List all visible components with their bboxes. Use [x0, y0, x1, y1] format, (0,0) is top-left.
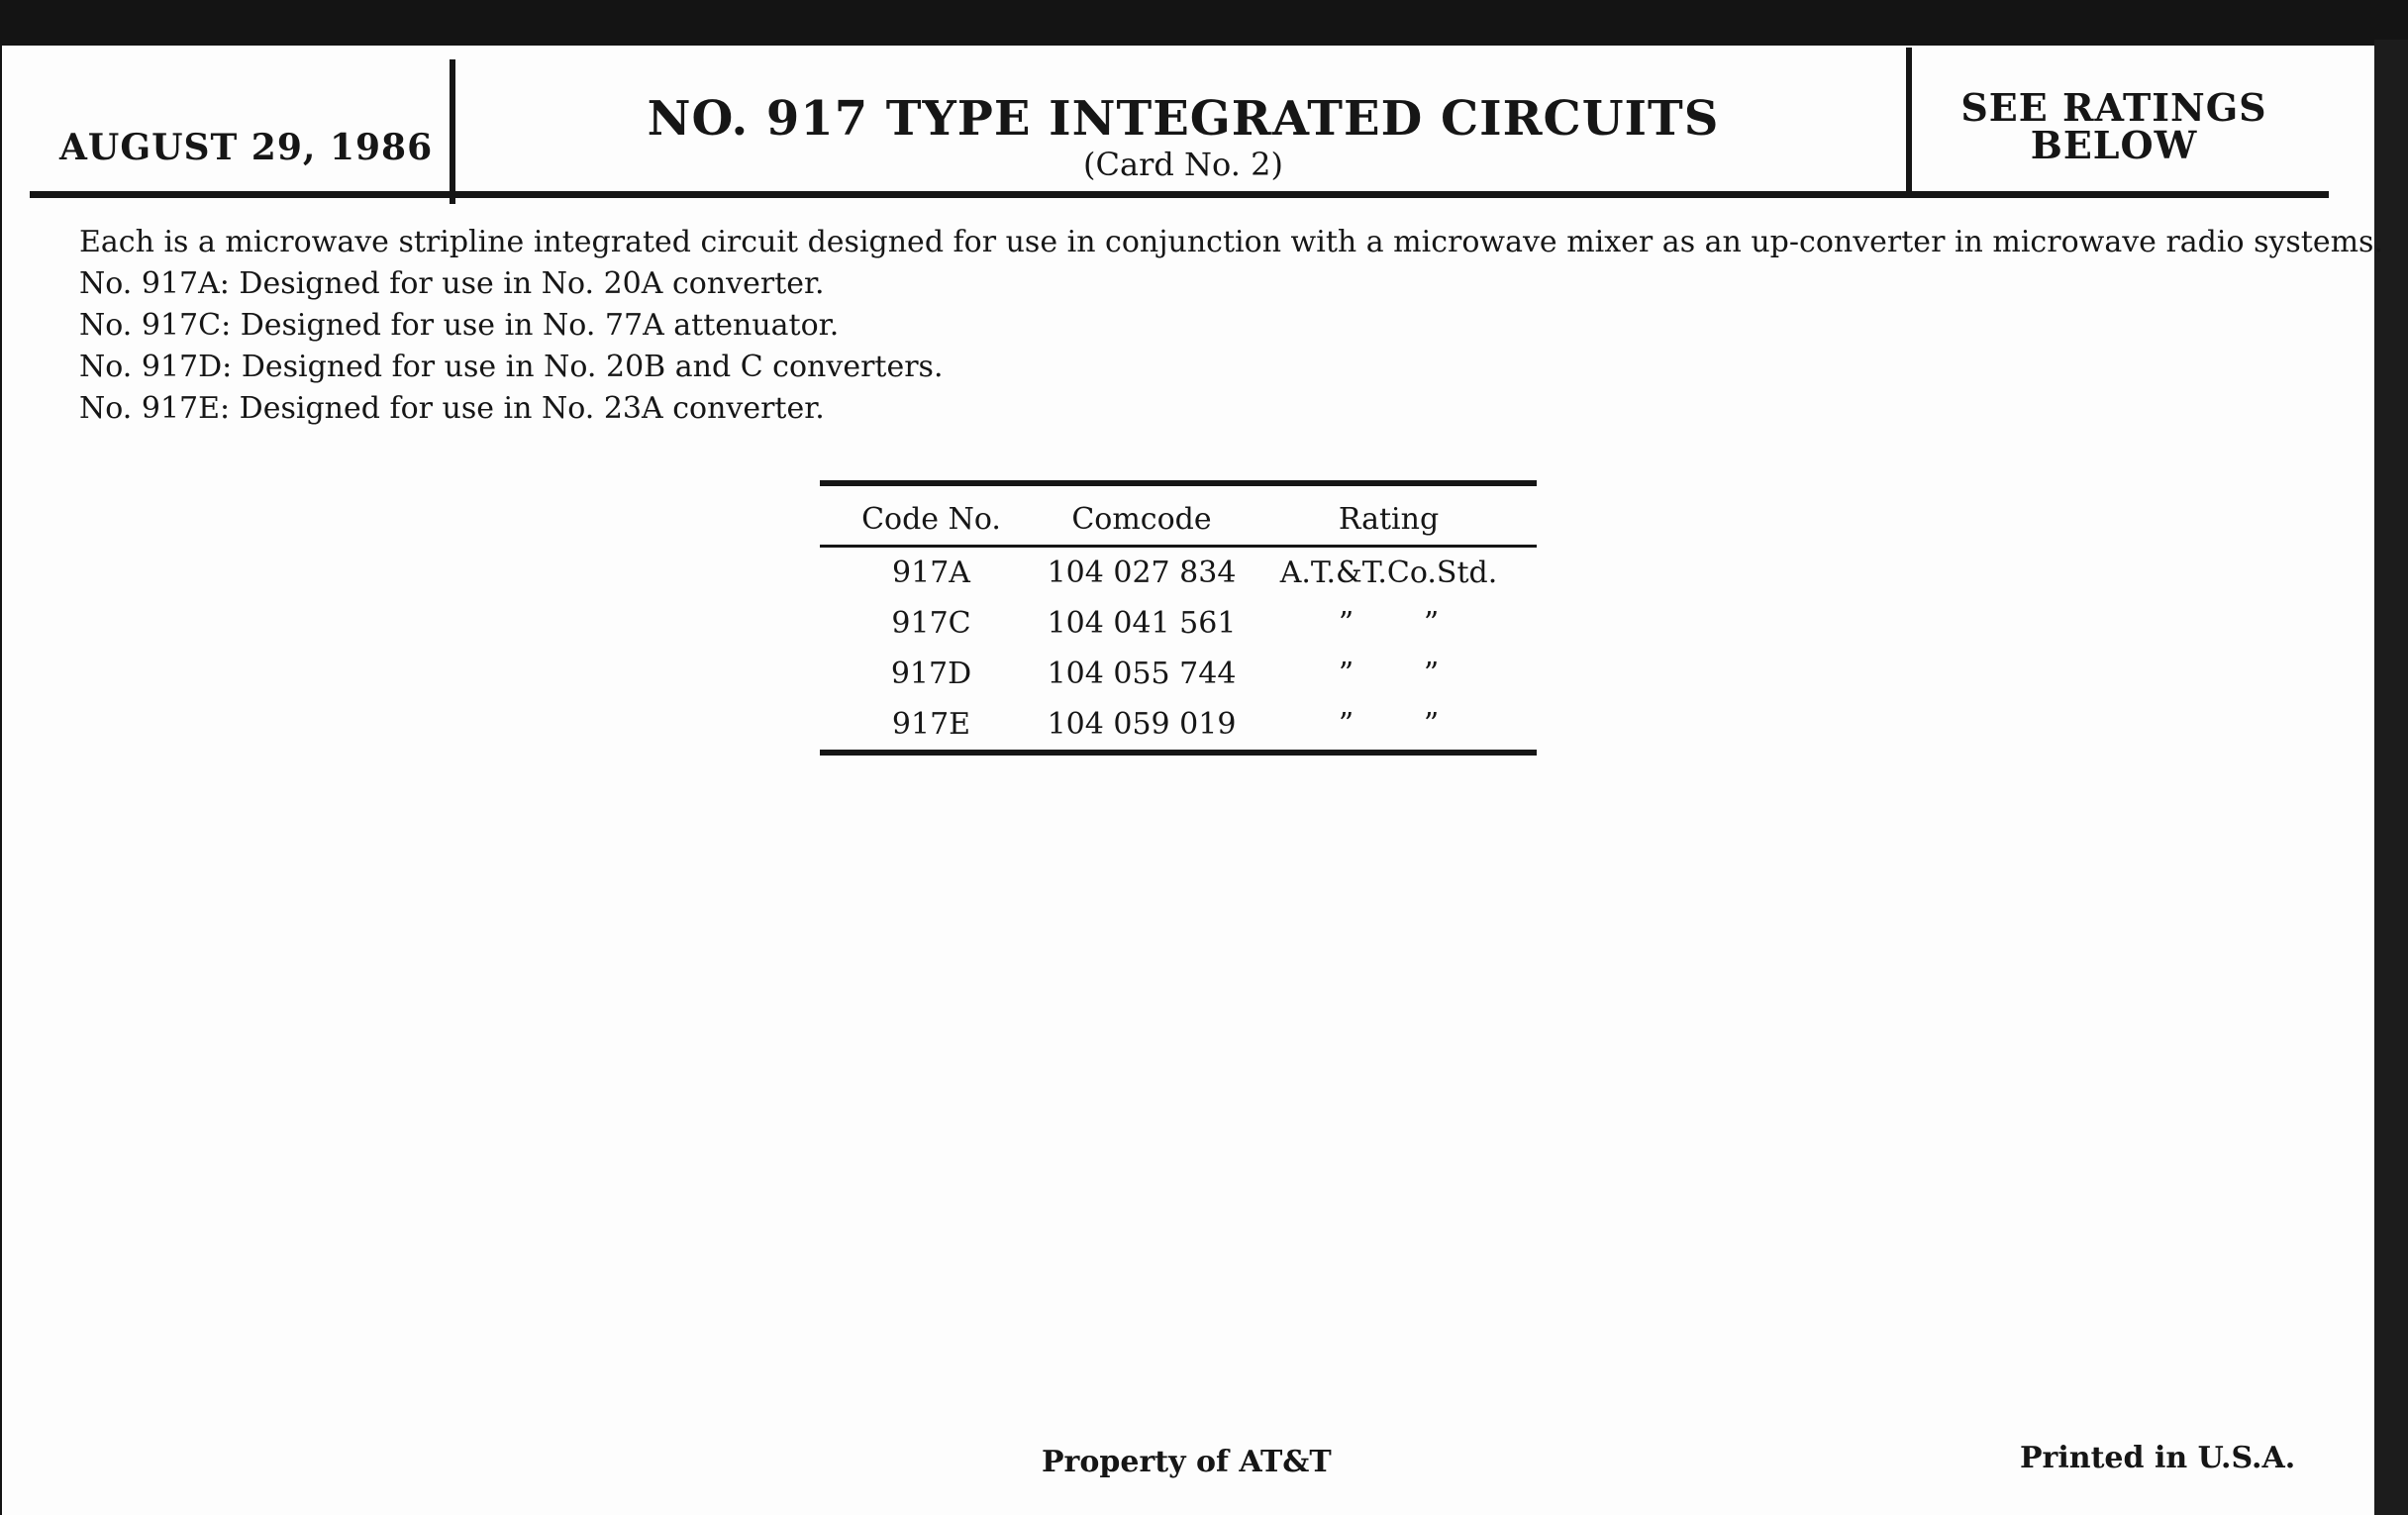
description-917e: No. 917E: Designed for use in No. 23A converter.	[79, 391, 825, 426]
header-rule	[30, 191, 2329, 198]
rating-cell	[1241, 649, 1537, 699]
comcode-cell: 104 027 834	[1047, 556, 1237, 590]
rating-cell	[1241, 598, 1537, 649]
table-header-row	[820, 483, 1537, 547]
table-row	[820, 649, 1537, 699]
printed-notice: Printed in U.S.A.	[2020, 1441, 2296, 1475]
ditto-mark: ”	[1338, 707, 1354, 742]
header-comcode: Comcode	[1043, 483, 1241, 547]
ditto-mark: ”	[1338, 656, 1354, 691]
ratings-notice	[1911, 85, 2317, 167]
description-917a: No. 917A: Designed for use in No. 20A converter.	[79, 266, 825, 301]
comcode-cell: 104 055 744	[1047, 656, 1237, 691]
ditto-mark: ”	[1338, 606, 1354, 641]
description-intro: Each is a microwave stripline integrated circuit designed for use in conjunction with a microwave mixer as an up-converter in microwave radio systems.	[79, 225, 2383, 259]
ratings-notice-line2: BELOW	[2030, 123, 2198, 167]
code-cell: 917D	[890, 656, 972, 691]
ditto-mark: ”	[1423, 656, 1440, 691]
table-row	[820, 547, 1537, 599]
code-cell: 917A	[892, 556, 970, 590]
code-table	[820, 480, 1537, 756]
ditto-mark: ”	[1423, 606, 1440, 641]
table-row	[820, 699, 1537, 753]
issue-date: AUGUST 29, 1986	[59, 127, 434, 168]
comcode-cell: 104 041 561	[1047, 606, 1237, 641]
code-cell: 917E	[891, 707, 971, 742]
comcode-cell: 104 059 019	[1047, 707, 1237, 742]
rating-cell	[1241, 699, 1537, 753]
ditto-mark: ”	[1423, 707, 1440, 742]
ratings-notice-line1: SEE RATINGS	[1960, 85, 2267, 130]
description-block	[79, 222, 2383, 430]
header-rating: Rating	[1241, 483, 1537, 547]
description-917c: No. 917C: Designed for use in No. 77A attenuator.	[79, 308, 840, 343]
table-row	[820, 598, 1537, 649]
rating-cell: A.T.&T.Co.Std.	[1279, 556, 1498, 590]
property-notice: Property of AT&T	[1042, 1445, 1332, 1479]
page-title: NO. 917 TYPE INTEGRATED CIRCUITS	[647, 91, 1720, 147]
card-number: (Card No. 2)	[1083, 146, 1283, 183]
code-cell: 917C	[891, 606, 971, 641]
description-917d: No. 917D: Designed for use in No. 20B and C converters.	[79, 350, 944, 384]
header-code-no: Code No.	[820, 483, 1043, 547]
